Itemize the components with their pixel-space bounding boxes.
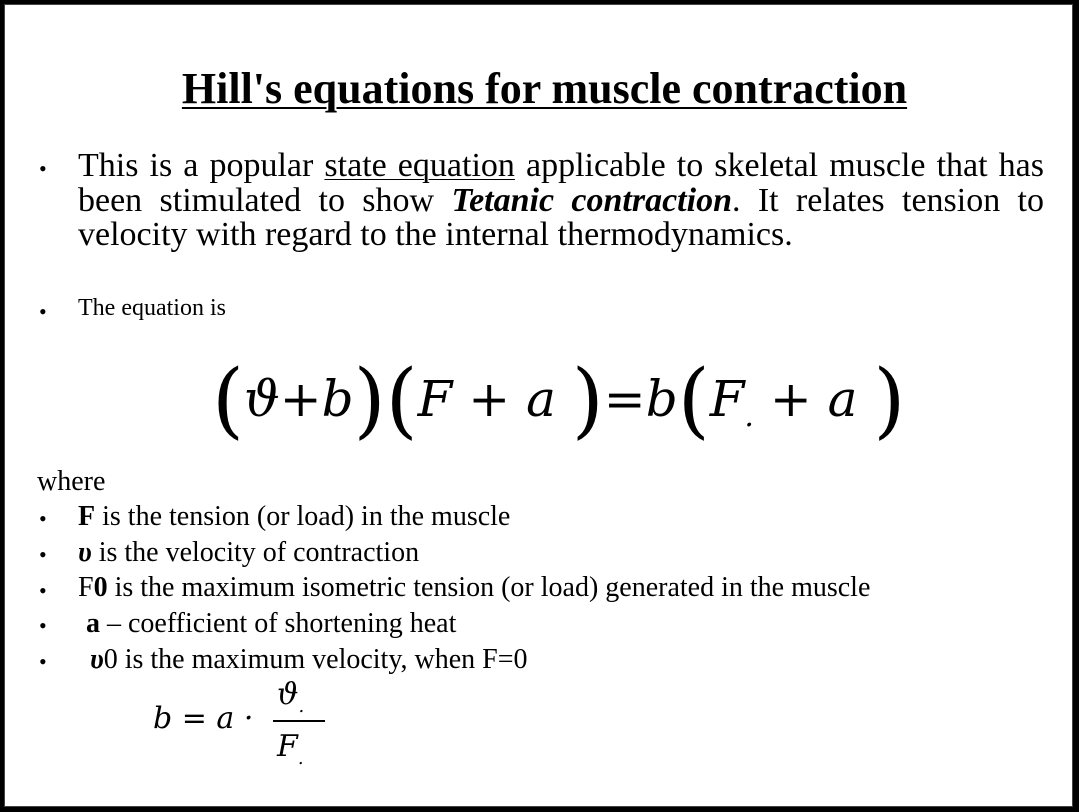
def-text: – coefficient of shortening heat — [100, 608, 457, 639]
b-eq-sub: . — [298, 696, 305, 717]
def-text: is the velocity of contraction — [91, 537, 420, 568]
bullet-marker: • — [39, 578, 47, 603]
slide-title: Hill's equations for muscle contraction — [181, 64, 908, 113]
eq-paren: ( — [385, 353, 418, 448]
eq-subscript: . — [744, 399, 754, 434]
definition-item — [78, 572, 870, 604]
bullet-marker: • — [39, 156, 47, 181]
intro-text-2: applicable to skeletal muscle that has been stimulated to show — [78, 147, 1044, 219]
eq-theta: ϑ — [244, 370, 280, 428]
intro-text-3: . It relates tension to velocity with regard to the internal thermodynamics. — [78, 181, 1045, 253]
eq-paren: ) — [873, 353, 906, 448]
b-eq-numerator — [277, 677, 304, 717]
eq-F: F — [417, 370, 453, 428]
eq-F: F — [709, 370, 745, 428]
eq-b: b — [321, 370, 354, 428]
intro-paragraph — [78, 149, 1044, 253]
bullet-marker: • — [39, 649, 47, 674]
def-symbol: υ — [90, 644, 104, 675]
eq-a: a — [526, 370, 556, 428]
bullet-marker: • — [39, 542, 47, 567]
hill-equation — [212, 353, 906, 448]
bullet-marker: • — [39, 299, 47, 324]
eq-plus: + — [279, 370, 322, 428]
intro-emphasis: Tetanic contraction — [451, 181, 732, 219]
b-eq-theta: ϑ — [277, 677, 299, 712]
eq-paren: ( — [677, 353, 710, 448]
def-text: is the maximum velocity, when F=0 — [117, 644, 528, 675]
b-eq-denominator — [277, 729, 304, 769]
slide — [4, 4, 1073, 807]
definition-item — [86, 608, 456, 640]
eq-plus: + — [452, 370, 511, 428]
bullet-marker: • — [39, 506, 47, 531]
intro-underlined-term: state equation — [324, 147, 515, 184]
equation-intro: The equation is — [78, 295, 226, 321]
definition-item — [90, 644, 528, 676]
def-prefix: F — [78, 572, 94, 603]
eq-paren: ( — [212, 353, 244, 448]
def-symbol: υ — [78, 537, 92, 568]
def-symbol: F — [78, 501, 96, 532]
def-suffix: 0 — [103, 644, 118, 675]
where-label: where — [37, 466, 106, 497]
def-text: is the tension (or load) in the muscle — [95, 501, 511, 532]
b-eq-F: F — [277, 729, 298, 764]
eq-a: a — [827, 370, 858, 428]
eq-b: b — [645, 370, 678, 428]
eq-paren: ) — [353, 353, 386, 448]
bullet-marker: • — [39, 613, 47, 638]
def-symbol: a — [86, 608, 100, 639]
eq-plus: + — [753, 370, 812, 428]
b-eq-sub: . — [297, 748, 304, 769]
b-eq-lhs: b = a · — [153, 701, 254, 736]
fraction-bar — [273, 720, 325, 722]
def-text: is the maximum isometric tension (or load) generated in the muscle — [107, 572, 871, 603]
definition-item — [78, 537, 419, 569]
eq-equals: = — [603, 370, 646, 428]
intro-text-1: This is a popular — [78, 147, 325, 184]
def-symbol: 0 — [93, 572, 108, 603]
definition-item — [78, 501, 510, 533]
eq-paren: ) — [571, 353, 604, 448]
